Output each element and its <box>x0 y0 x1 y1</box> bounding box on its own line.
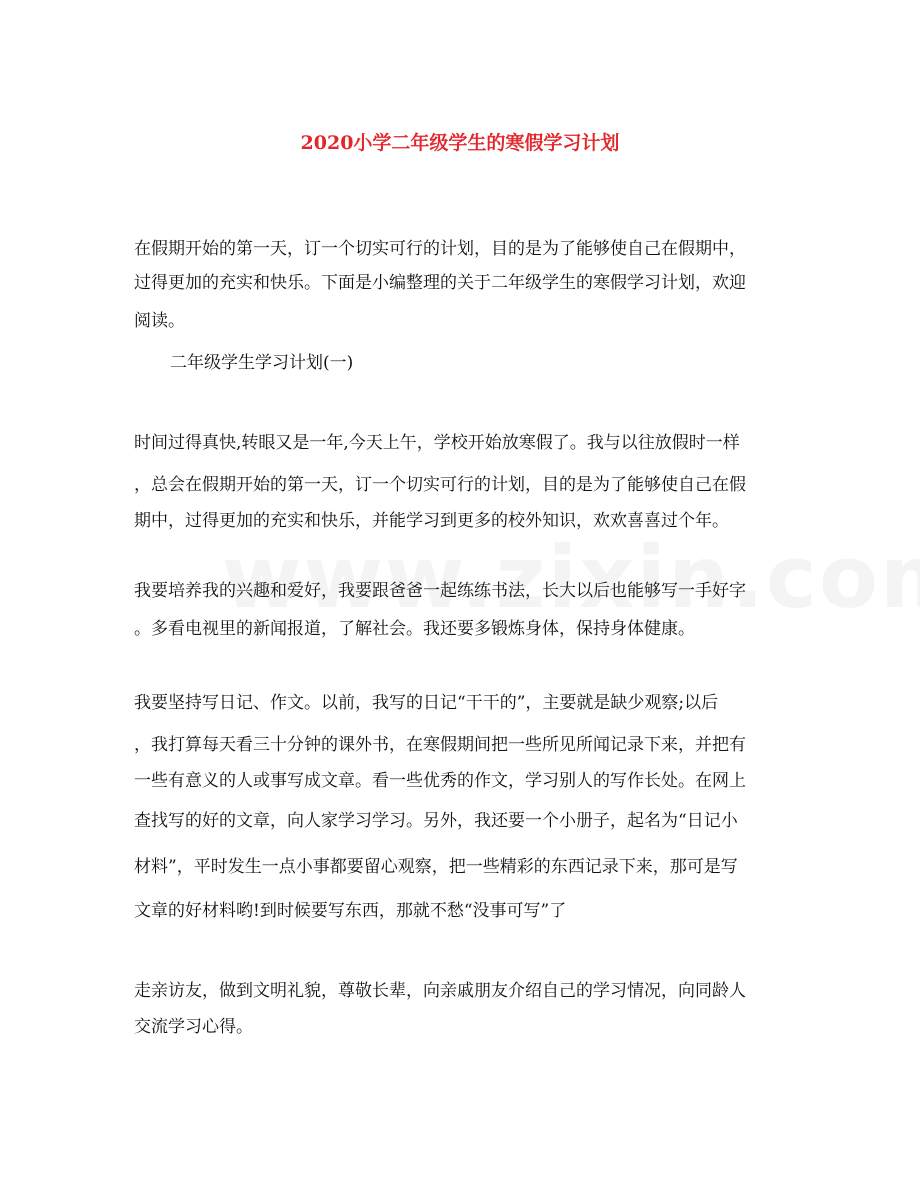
paragraph-1-line-3: 期中，过得更加的充实和快乐，并能学习到更多的校外知识，欢欢喜喜过个年。 <box>134 511 729 531</box>
paragraph-1-line-2: ，总会在假期开始的第一天，订一个切实可行的计划，目的是为了能够使自己在假 <box>134 475 746 495</box>
paragraph-4-line-1: 走亲访友，做到文明礼貌，尊敬长辈，向亲戚朋友介绍自己的学习情况，向同龄人 <box>134 981 746 1001</box>
paragraph-3-line-3: 一些有意义的人或事写成文章。看一些优秀的作文，学习别人的写作长处。在网上 <box>134 771 746 791</box>
paragraph-3-line-6: 文章的好材料哟!到时候要写东西，那就不愁“没事可写”了 <box>134 901 567 921</box>
intro-line-3: 阅读。 <box>134 311 185 331</box>
paragraph-3-line-2: ，我打算每天看三十分钟的课外书，在寒假期间把一些所见所闻记录下来，并把有 <box>134 735 746 755</box>
paragraph-3-line-4: 查找写的好的文章，向人家学习学习。另外，我还要一个小册子，起名为“日记小 <box>134 811 738 831</box>
paragraph-3-line-1: 我要坚持写日记、作文。以前，我写的日记“干干的”，主要就是缺少观察;以后 <box>134 693 719 713</box>
intro-line-1: 在假期开始的第一天，订一个切实可行的计划，目的是为了能够使自己在假期中， <box>134 239 746 259</box>
document-title: 2020小学二年级学生的寒假学习计划 <box>300 132 620 154</box>
paragraph-1-line-1: 时间过得真快,转眼又是一年,今天上午，学校开始放寒假了。我与以往放假时一样 <box>134 433 740 453</box>
section-heading: 二年级学生学习计划(一) <box>170 353 354 373</box>
watermark <box>222 528 920 628</box>
paragraph-2-line-1: 我要培养我的兴趣和爱好，我要跟爸爸一起练练书法，长大以后也能够写一手好字 <box>134 581 746 601</box>
paragraph-3-line-5: 材料”，平时发生一点小事都要留心观察，把一些精彩的东西记录下来，那可是写 <box>134 857 738 877</box>
paragraph-2-line-2: 。多看电视里的新闻报道，了解社会。我还要多锻炼身体，保持身体健康。 <box>134 619 695 639</box>
intro-line-2: 过得更加的充实和快乐。下面是小编整理的关于二年级学生的寒假学习计划，欢迎 <box>134 273 746 293</box>
paragraph-4-line-2: 交流学习心得。 <box>134 1017 253 1037</box>
